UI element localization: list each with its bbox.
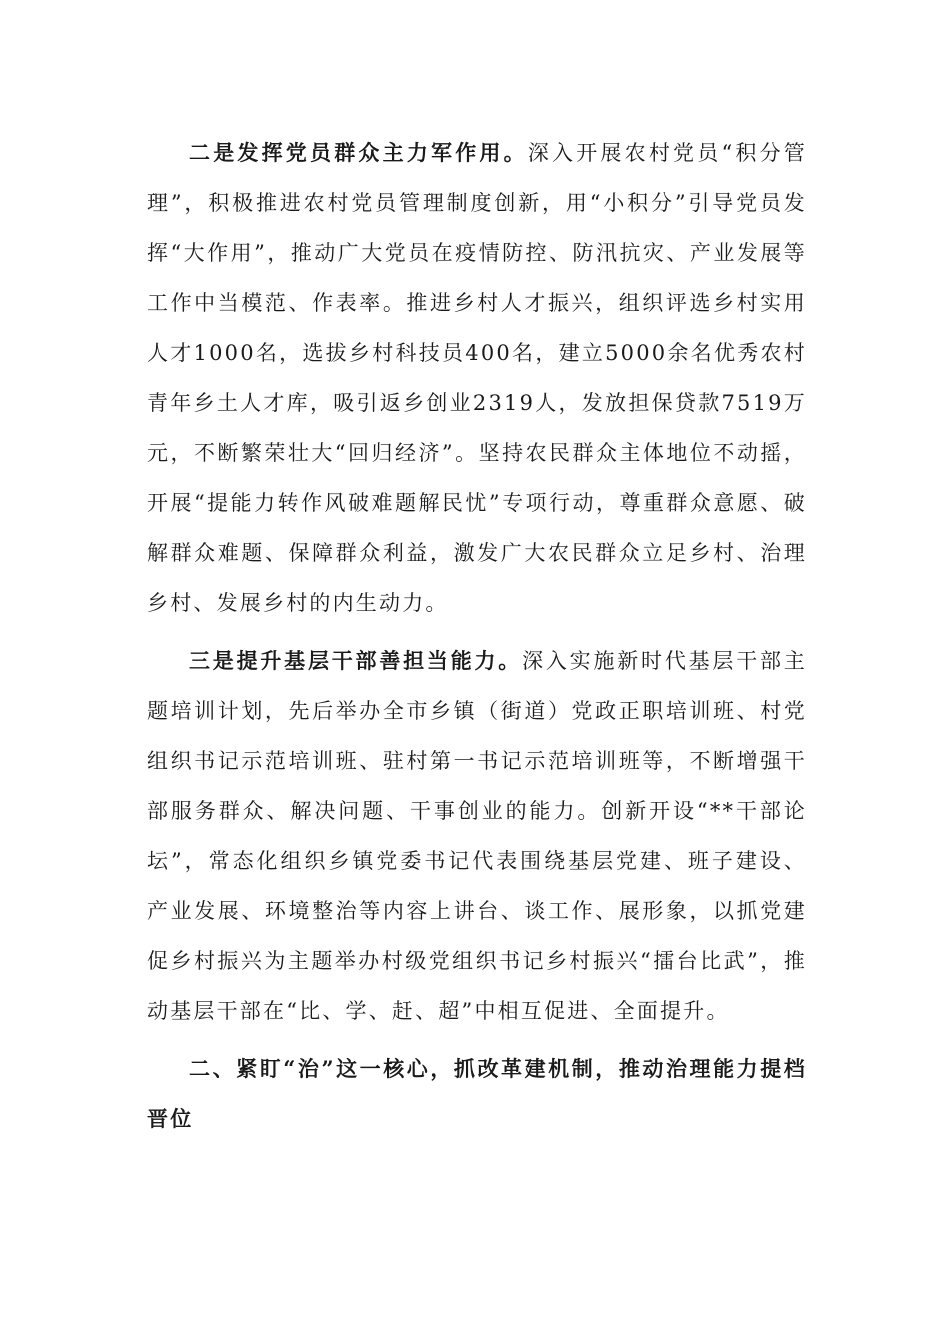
paragraph-lead: 二是发挥党员群众主力军作用。 [189, 140, 528, 165]
document-body [147, 128, 807, 1144]
paragraph-text: 深入实施新时代基层干部主题培训计划，先后举办全市乡镇（街道）党政正职培训班、村党组织书记示范培训班、驻村第一书记示范培训班等，不断增强干部服务群众、解决问题、干事创业的能力。创新开设“**干部论坛”，常态化组织乡镇党委书记代表围绕基层党建、班子建设、产业发展、环境整治等内容上讲台、谈工作、展形象，以抓党建促乡村振兴为主题举办村级党组织书记乡村振兴“擂台比武”，推动基层干部在“比、学、赶、超”中相互促进、全面提升。 [147, 649, 807, 1023]
paragraph-party-members [147, 128, 807, 628]
paragraph-lead: 三是提升基层干部善担当能力。 [189, 648, 523, 673]
section-heading: 二、紧盯“治”这一核心，抓改革建机制，推动治理能力提档晋位 [147, 1056, 807, 1131]
paragraph-cadres [147, 636, 807, 1036]
paragraph-text: 深入开展农村党员“积分管理”，积极推进农村党员管理制度创新，用“小积分”引导党员发挥“大作用”，推动广大党员在疫情防控、防汛抗灾、产业发展等工作中当模范、作表率。推进乡村人才振兴，组织评选乡村实用人才1000名，选拔乡村科技员400名，建立5000余名优秀农村青年乡土人才库，吸引返乡创业2319人，发放担保贷款7519万元，不断繁荣壮大“回归经济”。坚持农民群众主体地位不动摇，开展“提能力转作风破难题解民忧”专项行动，尊重群众意愿、破解群众难题、保障群众利益，激发广大农民群众立足乡村、治理乡村、发展乡村的内生动力。 [147, 141, 807, 615]
